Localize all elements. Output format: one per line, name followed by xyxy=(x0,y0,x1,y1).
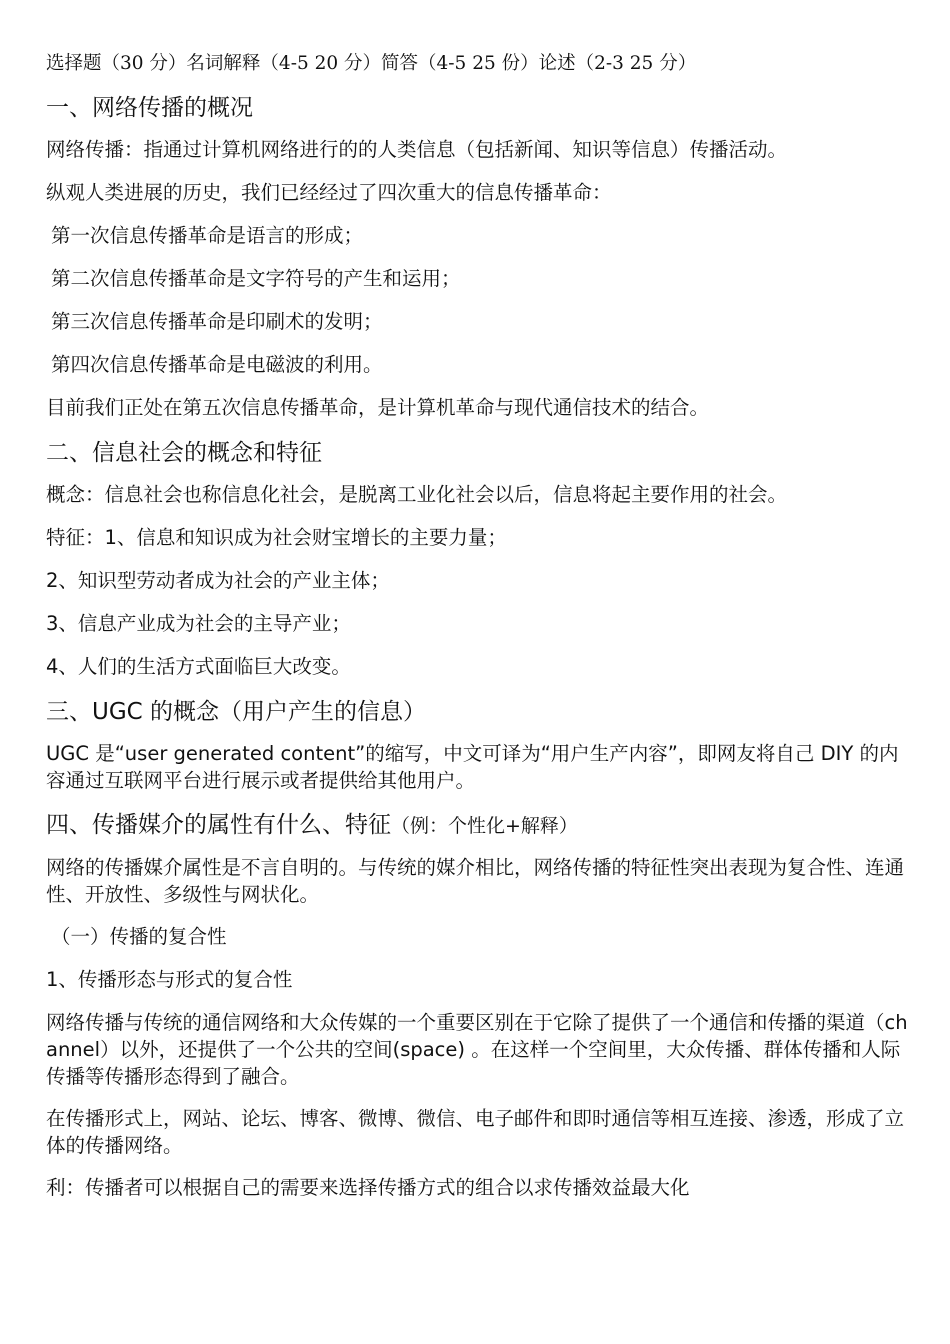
exam-format-line: 选择题（30 分）名词解释（4-5 20 分）简答（4-5 25 份）论述（2-3 25 分） xyxy=(46,53,697,74)
fifth-revolution-paragraph: 目前我们正处在第五次信息传播革命，是计算机革命与现代通信技术的结合。 xyxy=(46,396,710,419)
media-attributes-paragraph: 网络的传播媒介属性是不言自明的。与传统的媒介相比，网络传播的特征性突出表现为复合性、连通性、开放性、多级性与网状化。 xyxy=(46,856,905,906)
composite-paragraph-2: 在传播形式上，网站、论坛、博客、微博、微信、电子邮件和即时通信等相互连接、渗透，形成了立体的传播网络。 xyxy=(46,1107,905,1157)
ugc-paragraph: UGC 是“user generated content”的缩写，中文可译为“用户生产内容”，即网友将自己 DIY 的内容通过互联网平台进行展示或者提供给其他用户。 xyxy=(46,742,899,792)
composite-paragraph-3: 利：传播者可以根据自己的需要来选择传播方式的组合以求传播效益最大化 xyxy=(46,1176,690,1199)
revolution-item-4: 第四次信息传播革命是电磁波的利用。 xyxy=(51,353,383,376)
feature-item-1: 特征：1、信息和知识成为社会财宝增长的主要力量； xyxy=(46,526,507,549)
information-society-concept: 概念：信息社会也称信息化社会，是脱离工业化社会以后，信息将起主要作用的社会。 xyxy=(46,483,788,506)
feature-item-3: 3、信息产业成为社会的主导产业； xyxy=(46,612,351,635)
network-communication-definition: 网络传播：指通过计算机网络进行的的人类信息（包括新闻、知识等信息）传播活动。 xyxy=(46,138,788,161)
subsection-composite-1: 1、传播形态与形式的复合性 xyxy=(46,968,293,991)
subsection-composite: （一）传播的复合性 xyxy=(51,925,227,948)
revolution-item-3: 第三次信息传播革命是印刷术的发明； xyxy=(51,310,383,333)
section-1-heading: 一、网络传播的概况 xyxy=(46,95,253,121)
feature-item-2: 2、知识型劳动者成为社会的产业主体； xyxy=(46,569,390,592)
section-4-heading xyxy=(46,809,912,842)
section-4-title: 四、传播媒介的属性有什么、特征 xyxy=(46,812,391,838)
document-page xyxy=(46,50,912,1217)
section-3-heading: 三、UGC 的概念（用户产生的信息） xyxy=(46,699,427,725)
revolution-item-2: 第二次信息传播革命是文字符号的产生和运用； xyxy=(51,267,461,290)
feature-item-4: 4、人们的生活方式面临巨大改变。 xyxy=(46,655,351,678)
section-2-heading: 二、信息社会的概念和特征 xyxy=(46,440,322,466)
revolutions-intro: 纵观人类进展的历史，我们已经经过了四次重大的信息传播革命： xyxy=(46,181,612,204)
composite-paragraph-1: 网络传播与传统的通信网络和大众传媒的一个重要区别在于它除了提供了一个通信和传播的渠道（channel）以外，还提供了一个公共的空间(space) 。在这样一个空间里，大众传播、群体传播和人际传播等传播形态得到了融合。 xyxy=(46,1011,908,1088)
revolution-item-1: 第一次信息传播革命是语言的形成； xyxy=(51,224,364,247)
section-4-title-note: （例：个性化+解释） xyxy=(391,815,578,837)
